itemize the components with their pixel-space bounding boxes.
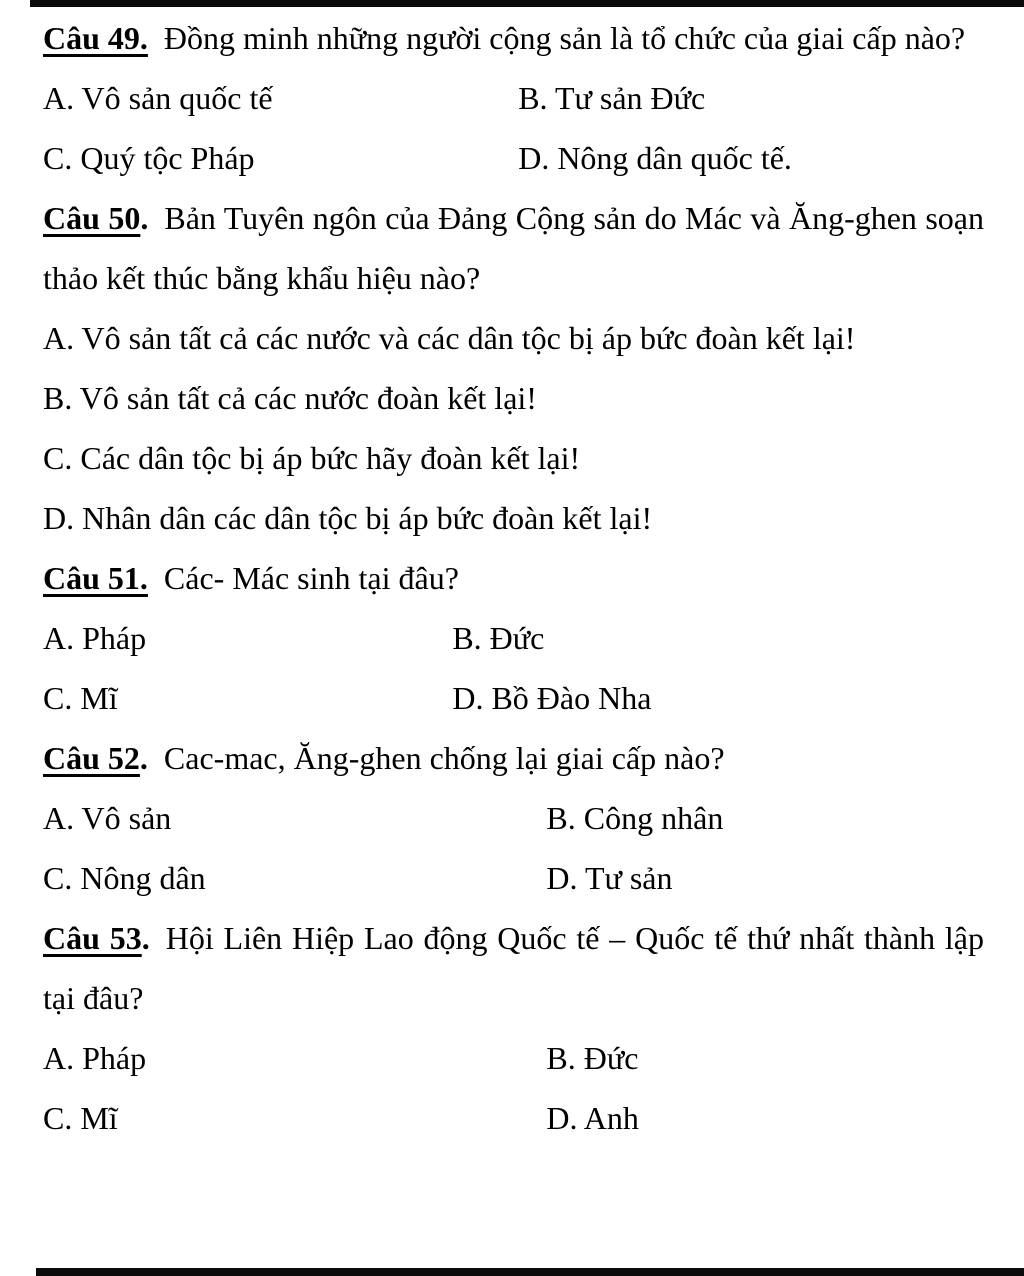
question-number-50: [43, 200, 148, 236]
option-50-a: A. Vô sản tất cả các nước và các dân tộc bị áp bức đoàn kết lại!: [43, 320, 856, 356]
option-50-d: D. Nhân dân các dân tộc bị áp bức đoàn kết lại!: [43, 500, 653, 536]
question-text-52: [43, 728, 984, 788]
options-49: [43, 68, 984, 188]
question-label-suffix-50: .: [140, 200, 149, 236]
question-label-50: Câu 50: [43, 200, 141, 236]
bottom-scan-artifact-bar: [36, 1268, 1024, 1276]
question-label-52: Câu 52: [43, 740, 140, 776]
question-body-49: Đồng minh những người cộng sản là tổ chức của giai cấp nào?: [163, 20, 966, 56]
option-51-c: C. Mĩ: [43, 680, 118, 716]
option-51-b: B. Đức: [452, 620, 545, 656]
question-label-53: Câu 53: [43, 920, 142, 956]
options-51: [43, 608, 984, 728]
option-51-d: D. Bồ Đào Nha: [452, 680, 652, 716]
question-body-52: Cac-mac, Ăng-ghen chống lại giai cấp nào?: [163, 740, 725, 776]
question-body-50: Bản Tuyên ngôn của Đảng Cộng sản do Mác và Ăng-ghen soạn thảo kết thúc bằng khẩu hiệu nào?: [43, 200, 985, 296]
option-52-b: B. Công nhân: [546, 800, 724, 836]
options-52: [43, 788, 984, 908]
question-text-49: [43, 8, 984, 68]
question-block-49: [43, 8, 984, 188]
option-49-a: A. Vô sản quốc tế: [43, 80, 273, 116]
option-49-d: D. Nông dân quốc tế.: [518, 140, 792, 176]
option-49-b: B. Tư sản Đức: [518, 80, 706, 116]
top-scan-artifact-bar: [30, 0, 1024, 7]
question-text-51: [43, 548, 984, 608]
option-53-d: D. Anh: [546, 1100, 639, 1136]
options-50: [43, 308, 984, 548]
question-number-49: [43, 20, 148, 56]
option-53-b: B. Đức: [546, 1040, 639, 1076]
question-label-51: Câu 51.: [43, 560, 148, 596]
option-51-a: A. Pháp: [43, 620, 147, 656]
option-52-c: C. Nông dân: [43, 860, 206, 896]
option-52-a: A. Vô sản: [43, 800, 172, 836]
question-label-suffix-53: .: [141, 920, 150, 956]
option-52-d: D. Tư sản: [546, 860, 673, 896]
option-53-a: A. Pháp: [43, 1040, 147, 1076]
question-text-53: [43, 908, 984, 1028]
question-block-51: [43, 548, 984, 728]
question-block-50: [43, 188, 984, 548]
option-50-b: B. Vô sản tất cả các nước đoàn kết lại!: [43, 380, 537, 416]
question-label-suffix-52: .: [139, 740, 148, 776]
options-53: [43, 1028, 984, 1148]
question-block-52: [43, 728, 984, 908]
question-body-53: Hội Liên Hiệp Lao động Quốc tế – Quốc tế thứ nhất thành lập tại đâu?: [43, 920, 985, 1016]
question-number-51: [43, 560, 148, 596]
question-label-49: Câu 49.: [43, 20, 148, 56]
option-50-c: C. Các dân tộc bị áp bức hãy đoàn kết lại!: [43, 440, 581, 476]
option-49-c: C. Quý tộc Pháp: [43, 140, 255, 176]
option-53-c: C. Mĩ: [43, 1100, 118, 1136]
question-number-52: [43, 740, 148, 776]
question-body-51: Các- Mác sinh tại đâu?: [163, 560, 459, 596]
question-block-53: [43, 908, 984, 1148]
question-text-50: [43, 188, 984, 308]
question-number-53: [43, 920, 150, 956]
